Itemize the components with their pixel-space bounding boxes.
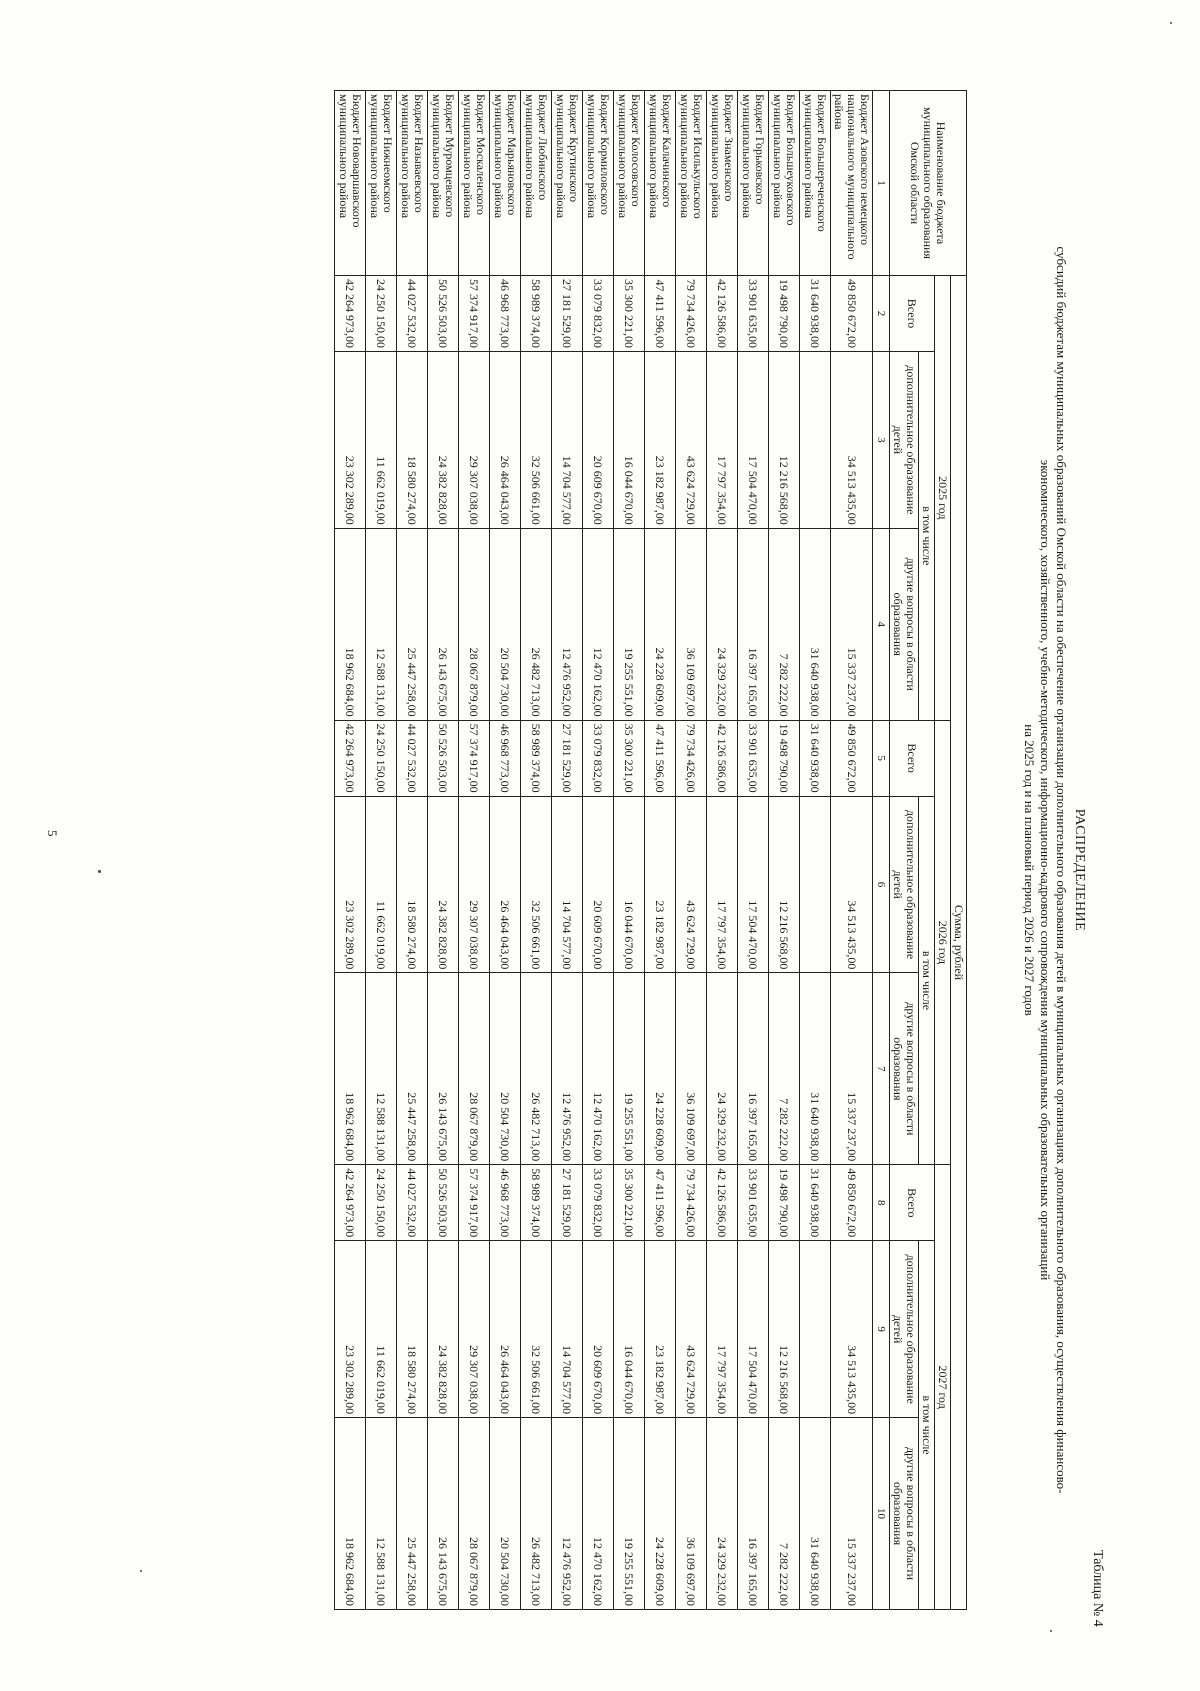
cell-total: 57 374 917,00 (459, 1165, 490, 1241)
cell-total: 33 901 635,00 (738, 720, 769, 796)
cell-dod: 17 797 354,00 (707, 352, 738, 529)
row-budget-name: Бюджет Крутинского муниципального района (552, 91, 583, 276)
row-budget-name: Бюджет Кормиловского муниципального района (583, 91, 614, 276)
cell-other: 20 504 730,00 (490, 528, 521, 720)
cell-total: 46 968 773,00 (490, 276, 521, 352)
cell-total: 24 250 150,00 (366, 276, 397, 352)
cell-other: 24 329 232,00 (707, 1418, 738, 1610)
cell-total: 42 264 973,00 (335, 720, 366, 796)
cell-dod: 16 044 670,00 (614, 352, 645, 529)
cell-other: 15 337 237,00 (831, 973, 873, 1165)
table-row (335, 91, 366, 1610)
cell-other: 26 482 713,00 (521, 1418, 552, 1610)
cell-other: 26 482 713,00 (521, 528, 552, 720)
cell-other: 16 397 165,00 (738, 973, 769, 1165)
cell-total: 33 901 635,00 (738, 1165, 769, 1241)
col-number: 3 (873, 352, 890, 529)
cell-other: 20 504 730,00 (490, 1418, 521, 1610)
cell-dod (800, 1241, 831, 1418)
cell-dod: 32 506 661,00 (521, 1241, 552, 1418)
cell-other: 18 962 684,00 (335, 1418, 366, 1610)
table-row (428, 91, 459, 1610)
cell-dod: 23 302 289,00 (335, 352, 366, 529)
cell-other: 36 109 697,00 (676, 528, 707, 720)
header-year-2025: 2025 год (935, 276, 951, 721)
cell-dod: 17 504 470,00 (738, 352, 769, 529)
cell-dod: 34 513 435,00 (831, 1241, 873, 1418)
cell-dod: 23 302 289,00 (335, 1241, 366, 1418)
cell-total: 35 300 221,00 (614, 720, 645, 796)
cell-dod: 17 797 354,00 (707, 1241, 738, 1418)
cell-dod: 34 513 435,00 (831, 796, 873, 973)
cell-other: 18 962 684,00 (335, 528, 366, 720)
cell-total: 79 734 426,00 (676, 1165, 707, 1241)
document-page (15, 70, 1105, 1690)
cell-dod: 17 504 470,00 (738, 1241, 769, 1418)
col-number: 9 (873, 1241, 890, 1418)
cell-other: 7 282 222,00 (769, 973, 800, 1165)
header-other: другие вопросы в области образования (890, 1418, 919, 1610)
cell-total: 33 079 832,00 (583, 276, 614, 352)
cell-dod: 32 506 661,00 (521, 352, 552, 529)
header-name-col: Наименование бюджета муниципального образования Омской области (890, 91, 967, 276)
cell-other: 12 476 952,00 (552, 528, 583, 720)
cell-total: 44 027 532,00 (397, 1165, 428, 1241)
cell-total: 27 181 529,00 (552, 720, 583, 796)
cell-total: 79 734 426,00 (676, 720, 707, 796)
cell-other: 26 143 675,00 (428, 1418, 459, 1610)
row-budget-name: Бюджет Большереченского муниципального района (800, 91, 831, 276)
row-budget-name: Бюджет Большеуковского муниципального района (769, 91, 800, 276)
cell-dod: 17 504 470,00 (738, 796, 769, 973)
cell-other: 31 640 938,00 (800, 528, 831, 720)
cell-total: 79 734 426,00 (676, 276, 707, 352)
col-number: 10 (873, 1418, 890, 1610)
row-budget-name: Бюджет Колосовского муниципального района (614, 91, 645, 276)
cell-dod: 18 580 274,00 (397, 1241, 428, 1418)
cell-other: 24 329 232,00 (707, 973, 738, 1165)
cell-dod: 16 044 670,00 (614, 1241, 645, 1418)
cell-dod: 24 382 828,00 (428, 1241, 459, 1418)
cell-total: 42 126 586,00 (707, 1165, 738, 1241)
table-row (397, 91, 428, 1610)
cell-total: 50 526 503,00 (428, 276, 459, 352)
cell-other: 24 228 609,00 (645, 973, 676, 1165)
col-number: 7 (873, 973, 890, 1165)
table-row (490, 91, 521, 1610)
table-row (769, 91, 800, 1610)
cell-dod: 18 580 274,00 (397, 352, 428, 529)
cell-dod: 16 044 670,00 (614, 796, 645, 973)
cell-dod: 23 182 987,00 (645, 352, 676, 529)
cell-total: 42 264 973,00 (335, 276, 366, 352)
cell-total: 33 079 832,00 (583, 1165, 614, 1241)
scan-speck (1050, 1630, 1052, 1632)
cell-dod: 26 464 043,00 (490, 1241, 521, 1418)
cell-total: 42 264 973,00 (335, 1165, 366, 1241)
col-number: 6 (873, 796, 890, 973)
cell-other: 16 397 165,00 (738, 528, 769, 720)
row-budget-name: Бюджет Марьяновского муниципального района (490, 91, 521, 276)
header-other: другие вопросы в области образования (890, 528, 919, 720)
cell-dod: 18 580 274,00 (397, 796, 428, 973)
col-number: 4 (873, 528, 890, 720)
table-row (366, 91, 397, 1610)
row-budget-name: Бюджет Азовского немецкого национального муниципального района (831, 91, 873, 276)
cell-dod: 11 662 019,00 (366, 352, 397, 529)
col-number: 8 (873, 1165, 890, 1241)
cell-total: 31 640 938,00 (800, 720, 831, 796)
cell-dod: 29 307 038,00 (459, 352, 490, 529)
cell-dod: 43 624 729,00 (676, 352, 707, 529)
cell-other: 28 067 879,00 (459, 1418, 490, 1610)
cell-other: 25 447 258,00 (397, 528, 428, 720)
col-number: 2 (873, 276, 890, 352)
cell-other: 26 143 675,00 (428, 973, 459, 1165)
col-number: 1 (873, 91, 890, 276)
cell-other: 12 588 131,00 (366, 1418, 397, 1610)
cell-total: 46 968 773,00 (490, 1165, 521, 1241)
cell-other: 12 588 131,00 (366, 973, 397, 1165)
header-dod: дополнительное образование детей (890, 796, 919, 973)
cell-dod: 24 382 828,00 (428, 352, 459, 529)
table-row (583, 91, 614, 1610)
header-total: Всего (890, 1165, 935, 1241)
cell-total: 47 411 596,00 (645, 720, 676, 796)
row-budget-name: Бюджет Нижнеомского муниципального района (366, 91, 397, 276)
cell-other: 12 476 952,00 (552, 1418, 583, 1610)
table-row (800, 91, 831, 1610)
row-budget-name: Бюджет Москаленского муниципального района (459, 91, 490, 276)
cell-dod: 23 302 289,00 (335, 796, 366, 973)
cell-other: 24 329 232,00 (707, 528, 738, 720)
cell-total: 19 498 790,00 (769, 1165, 800, 1241)
cell-total: 42 126 586,00 (707, 720, 738, 796)
cell-total: 42 126 586,00 (707, 276, 738, 352)
cell-other: 31 640 938,00 (800, 973, 831, 1165)
cell-dod: 20 609 670,00 (583, 1241, 614, 1418)
cell-other: 36 109 697,00 (676, 1418, 707, 1610)
cell-dod: 26 464 043,00 (490, 796, 521, 973)
cell-other: 26 143 675,00 (428, 528, 459, 720)
cell-total: 46 968 773,00 (490, 720, 521, 796)
cell-other: 25 447 258,00 (397, 973, 428, 1165)
scan-speck (1170, 22, 1172, 24)
cell-total: 27 181 529,00 (552, 1165, 583, 1241)
cell-other: 36 109 697,00 (676, 973, 707, 1165)
cell-total: 24 250 150,00 (366, 720, 397, 796)
header-incl: в том числе (919, 352, 935, 721)
table-row (645, 91, 676, 1610)
cell-dod: 43 624 729,00 (676, 1241, 707, 1418)
cell-dod: 29 307 038,00 (459, 1241, 490, 1418)
cell-dod (800, 796, 831, 973)
cell-other: 20 504 730,00 (490, 973, 521, 1165)
header-sum: Сумма, рублей (951, 276, 967, 1610)
cell-other: 12 476 952,00 (552, 973, 583, 1165)
cell-dod: 14 704 577,00 (552, 352, 583, 529)
cell-dod: 11 662 019,00 (366, 1241, 397, 1418)
cell-dod: 14 704 577,00 (552, 796, 583, 973)
cell-other: 12 588 131,00 (366, 528, 397, 720)
row-budget-name: Бюджет Любинского муниципального района (521, 91, 552, 276)
cell-total: 33 901 635,00 (738, 276, 769, 352)
cell-total: 47 411 596,00 (645, 276, 676, 352)
cell-dod: 12 216 568,00 (769, 796, 800, 973)
heading-line-3: на 2025 год и на плановый период 2026 и 2027 годов (1022, 724, 1037, 1016)
cell-other: 15 337 237,00 (831, 1418, 873, 1610)
cell-total: 58 989 374,00 (521, 1165, 552, 1241)
cell-dod: 11 662 019,00 (366, 796, 397, 973)
cell-other: 28 067 879,00 (459, 973, 490, 1165)
cell-other: 24 228 609,00 (645, 1418, 676, 1610)
header-year-2027: 2027 год (935, 1165, 951, 1610)
cell-dod: 14 704 577,00 (552, 1241, 583, 1418)
header-total: Всего (890, 720, 935, 796)
scan-speck (98, 870, 101, 873)
cell-other: 25 447 258,00 (397, 1418, 428, 1610)
cell-dod: 12 216 568,00 (769, 352, 800, 529)
cell-other: 12 470 162,00 (583, 528, 614, 720)
cell-dod: 26 464 043,00 (490, 352, 521, 529)
header-total: Всего (890, 276, 935, 352)
page-number: 5 (45, 830, 60, 837)
heading-line-2: экономического, хозяйственного, учебно-методического, информационно-кадрового сопровождения муниципальных образовательных организаций (1038, 459, 1053, 1281)
table-row (614, 91, 645, 1610)
row-budget-name: Бюджет Знаменского муниципального района (707, 91, 738, 276)
header-other: другие вопросы в области образования (890, 973, 919, 1165)
cell-total: 44 027 532,00 (397, 720, 428, 796)
row-budget-name: Бюджет Нововаршавского муниципального района (335, 91, 366, 276)
heading-title: РАСПРЕДЕЛЕНИЕ (1072, 808, 1087, 932)
row-budget-name: Бюджет Муромцевского муниципального района (428, 91, 459, 276)
table-row (707, 91, 738, 1610)
cell-total: 57 374 917,00 (459, 720, 490, 796)
header-incl: в том числе (919, 796, 935, 1165)
cell-dod: 20 609 670,00 (583, 352, 614, 529)
table-row (831, 91, 873, 1610)
cell-dod: 17 797 354,00 (707, 796, 738, 973)
cell-other: 18 962 684,00 (335, 973, 366, 1165)
cell-dod (800, 352, 831, 529)
cell-other: 7 282 222,00 (769, 528, 800, 720)
cell-total: 49 850 672,00 (831, 1165, 873, 1241)
table-row (552, 91, 583, 1610)
cell-total: 58 989 374,00 (521, 276, 552, 352)
document-heading (1021, 130, 1087, 1610)
cell-total: 50 526 503,00 (428, 720, 459, 796)
scan-speck (140, 1570, 142, 1572)
cell-other: 19 255 551,00 (614, 973, 645, 1165)
cell-total: 58 989 374,00 (521, 720, 552, 796)
table-row (738, 91, 769, 1610)
table-label: Таблица № 4 (1090, 1550, 1105, 1627)
cell-other: 12 470 162,00 (583, 973, 614, 1165)
cell-total: 49 850 672,00 (831, 720, 873, 796)
cell-other: 19 255 551,00 (614, 1418, 645, 1610)
cell-total: 31 640 938,00 (800, 1165, 831, 1241)
cell-total: 47 411 596,00 (645, 1165, 676, 1241)
header-year-2026: 2026 год (935, 720, 951, 1165)
cell-other: 15 337 237,00 (831, 528, 873, 720)
distribution-table (334, 90, 967, 1610)
cell-dod: 20 609 670,00 (583, 796, 614, 973)
cell-total: 44 027 532,00 (397, 276, 428, 352)
header-dod: дополнительное образование детей (890, 352, 919, 529)
cell-total: 49 850 672,00 (831, 276, 873, 352)
table-row (676, 91, 707, 1610)
cell-other: 26 482 713,00 (521, 973, 552, 1165)
header-dod: дополнительное образование детей (890, 1241, 919, 1418)
cell-total: 57 374 917,00 (459, 276, 490, 352)
cell-total: 35 300 221,00 (614, 1165, 645, 1241)
row-budget-name: Бюджет Исилькульского муниципального района (676, 91, 707, 276)
cell-other: 7 282 222,00 (769, 1418, 800, 1610)
cell-total: 50 526 503,00 (428, 1165, 459, 1241)
table-row (521, 91, 552, 1610)
cell-total: 33 079 832,00 (583, 720, 614, 796)
col-number: 5 (873, 720, 890, 796)
cell-dod: 24 382 828,00 (428, 796, 459, 973)
table-body (335, 91, 873, 1610)
cell-other: 12 470 162,00 (583, 1418, 614, 1610)
cell-other: 28 067 879,00 (459, 528, 490, 720)
cell-total: 35 300 221,00 (614, 276, 645, 352)
cell-dod: 23 182 987,00 (645, 1241, 676, 1418)
cell-total: 27 181 529,00 (552, 276, 583, 352)
heading-line-1: субсидий бюджетам муниципальных образований Омской области на обеспечение организации дополнительного образования детей в муниципальных организациях дополнительного образования, осуществления финансово- (1054, 246, 1069, 1494)
cell-other: 16 397 165,00 (738, 1418, 769, 1610)
cell-total: 31 640 938,00 (800, 276, 831, 352)
row-budget-name: Бюджет Калачинского муниципального района (645, 91, 676, 276)
cell-other: 19 255 551,00 (614, 528, 645, 720)
header-incl: в том числе (919, 1241, 935, 1610)
cell-dod: 29 307 038,00 (459, 796, 490, 973)
cell-other: 31 640 938,00 (800, 1418, 831, 1610)
cell-dod: 12 216 568,00 (769, 1241, 800, 1418)
row-budget-name: Бюджет Называевского муниципального района (397, 91, 428, 276)
cell-dod: 32 506 661,00 (521, 796, 552, 973)
row-budget-name: Бюджет Горьковского муниципального района (738, 91, 769, 276)
cell-other: 24 228 609,00 (645, 528, 676, 720)
cell-total: 19 498 790,00 (769, 720, 800, 796)
table-row (459, 91, 490, 1610)
cell-dod: 23 182 987,00 (645, 796, 676, 973)
cell-dod: 43 624 729,00 (676, 796, 707, 973)
cell-dod: 34 513 435,00 (831, 352, 873, 529)
cell-total: 24 250 150,00 (366, 1165, 397, 1241)
cell-total: 19 498 790,00 (769, 276, 800, 352)
